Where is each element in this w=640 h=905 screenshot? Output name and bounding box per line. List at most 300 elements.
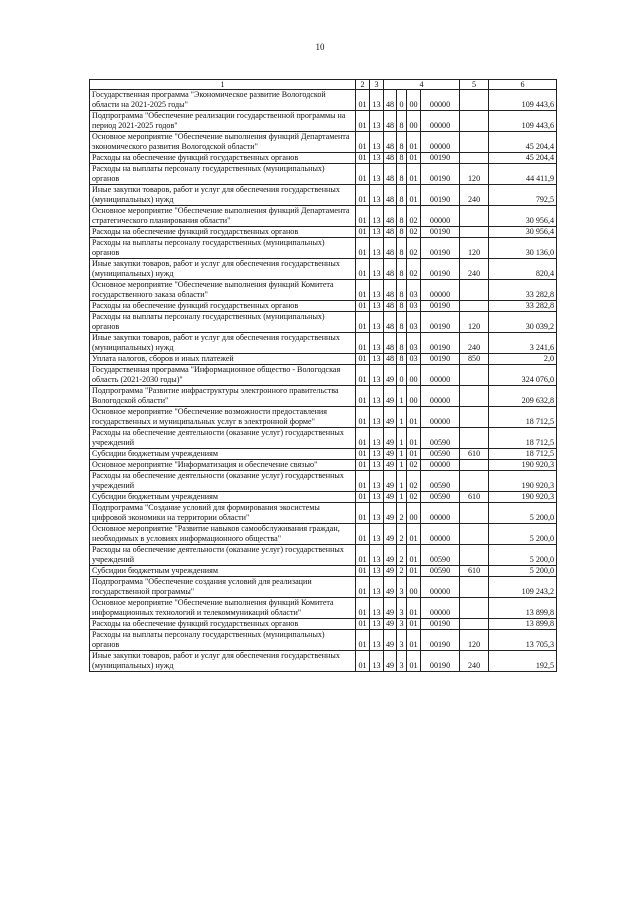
cell-subsection: 13 xyxy=(370,333,384,354)
cell-amount: 5 200,0 xyxy=(489,545,557,566)
cell-subprogram: 8 xyxy=(397,259,407,280)
cell-amount: 45 204,4 xyxy=(489,132,557,153)
cell-subsection: 13 xyxy=(370,407,384,428)
table-row xyxy=(90,354,557,365)
cell-subsection: 13 xyxy=(370,312,384,333)
cell-subprogram: 8 xyxy=(397,354,407,365)
cell-program: 49 xyxy=(384,651,397,672)
cell-section: 01 xyxy=(356,354,370,365)
cell-expense-type xyxy=(460,428,489,449)
cell-program: 49 xyxy=(384,449,397,460)
cell-program: 49 xyxy=(384,365,397,386)
cell-subsection: 13 xyxy=(370,386,384,407)
cell-program: 48 xyxy=(384,238,397,259)
cell-program: 49 xyxy=(384,503,397,524)
cell-subprogram: 8 xyxy=(397,111,407,132)
cell-section: 01 xyxy=(356,471,370,492)
cell-subprogram: 8 xyxy=(397,301,407,312)
table-row xyxy=(90,449,557,460)
row-name: Расходы на обеспечение функций государственных органов xyxy=(90,301,356,312)
cell-program: 49 xyxy=(384,545,397,566)
cell-direction: 00190 xyxy=(421,312,460,333)
cell-measure: 00 xyxy=(407,111,421,132)
table-row xyxy=(90,153,557,164)
row-name: Расходы на обеспечение функций государственных органов xyxy=(90,153,356,164)
cell-direction: 00000 xyxy=(421,386,460,407)
table-row xyxy=(90,365,557,386)
cell-measure: 01 xyxy=(407,619,421,630)
cell-expense-type: 120 xyxy=(460,630,489,651)
column-header: 1 xyxy=(90,80,356,90)
row-name: Основное мероприятие "Обеспечение выполнения функций Комитета информационных технологий и телекоммуникаций области" xyxy=(90,598,356,619)
cell-measure: 03 xyxy=(407,354,421,365)
row-name: Основное мероприятие "Обеспечение выполнения функций Департамента экономического развития Вологодской области" xyxy=(90,132,356,153)
cell-subsection: 13 xyxy=(370,503,384,524)
cell-direction: 00000 xyxy=(421,503,460,524)
cell-direction: 00590 xyxy=(421,545,460,566)
cell-amount: 109 443,6 xyxy=(489,90,557,111)
cell-measure: 01 xyxy=(407,598,421,619)
cell-amount: 45 204,4 xyxy=(489,153,557,164)
cell-expense-type xyxy=(460,460,489,471)
cell-subsection: 13 xyxy=(370,545,384,566)
table-row xyxy=(90,524,557,545)
cell-program: 48 xyxy=(384,312,397,333)
cell-amount: 30 136,0 xyxy=(489,238,557,259)
cell-expense-type xyxy=(460,503,489,524)
cell-section: 01 xyxy=(356,312,370,333)
cell-expense-type xyxy=(460,90,489,111)
cell-expense-type: 240 xyxy=(460,651,489,672)
cell-subprogram: 3 xyxy=(397,577,407,598)
cell-section: 01 xyxy=(356,365,370,386)
cell-subsection: 13 xyxy=(370,492,384,503)
cell-expense-type xyxy=(460,132,489,153)
cell-program: 48 xyxy=(384,90,397,111)
table-row xyxy=(90,386,557,407)
cell-expense-type xyxy=(460,545,489,566)
row-name: Подпрограмма "Создание условий для формирования экосистемы цифровой экономики на территории области" xyxy=(90,503,356,524)
cell-section: 01 xyxy=(356,301,370,312)
cell-subsection: 13 xyxy=(370,471,384,492)
cell-subsection: 13 xyxy=(370,428,384,449)
cell-subsection: 13 xyxy=(370,111,384,132)
cell-section: 01 xyxy=(356,619,370,630)
row-name: Иные закупки товаров, работ и услуг для обеспечения государственных (муниципальных) нужд xyxy=(90,259,356,280)
cell-section: 01 xyxy=(356,460,370,471)
cell-subsection: 13 xyxy=(370,449,384,460)
cell-program: 48 xyxy=(384,354,397,365)
table-row xyxy=(90,301,557,312)
cell-section: 01 xyxy=(356,333,370,354)
cell-expense-type xyxy=(460,153,489,164)
table-row xyxy=(90,471,557,492)
table-row xyxy=(90,164,557,185)
row-name: Подпрограмма "Обеспечение создания условий для реализации государственной программы" xyxy=(90,577,356,598)
cell-program: 48 xyxy=(384,280,397,301)
cell-subprogram: 3 xyxy=(397,619,407,630)
cell-direction: 00190 xyxy=(421,259,460,280)
cell-section: 01 xyxy=(356,577,370,598)
cell-measure: 02 xyxy=(407,238,421,259)
cell-amount: 3 241,6 xyxy=(489,333,557,354)
cell-direction: 00590 xyxy=(421,449,460,460)
cell-subprogram: 3 xyxy=(397,651,407,672)
cell-expense-type: 240 xyxy=(460,259,489,280)
cell-direction: 00190 xyxy=(421,185,460,206)
cell-program: 48 xyxy=(384,259,397,280)
table-row xyxy=(90,259,557,280)
cell-subprogram: 1 xyxy=(397,460,407,471)
table-row xyxy=(90,503,557,524)
cell-amount: 33 282,8 xyxy=(489,301,557,312)
cell-subsection: 13 xyxy=(370,577,384,598)
cell-subprogram: 2 xyxy=(397,524,407,545)
cell-measure: 00 xyxy=(407,90,421,111)
cell-direction: 00590 xyxy=(421,428,460,449)
cell-subsection: 13 xyxy=(370,619,384,630)
cell-section: 01 xyxy=(356,153,370,164)
cell-direction: 00190 xyxy=(421,619,460,630)
cell-amount: 30 956,4 xyxy=(489,206,557,227)
cell-direction: 00590 xyxy=(421,566,460,577)
cell-amount: 13 899,8 xyxy=(489,619,557,630)
table-row xyxy=(90,185,557,206)
cell-amount: 30 956,4 xyxy=(489,227,557,238)
row-name: Государственная программа "Информационное общество - Вологодская область (2021-2030 годы)" xyxy=(90,365,356,386)
cell-measure: 01 xyxy=(407,407,421,428)
cell-amount: 18 712,5 xyxy=(489,407,557,428)
cell-direction: 00190 xyxy=(421,630,460,651)
cell-section: 01 xyxy=(356,651,370,672)
cell-direction: 00190 xyxy=(421,354,460,365)
cell-direction: 00190 xyxy=(421,301,460,312)
cell-program: 48 xyxy=(384,333,397,354)
cell-expense-type xyxy=(460,301,489,312)
cell-measure: 01 xyxy=(407,524,421,545)
cell-subprogram: 8 xyxy=(397,333,407,354)
cell-section: 01 xyxy=(356,227,370,238)
cell-program: 48 xyxy=(384,153,397,164)
table-row xyxy=(90,333,557,354)
cell-expense-type xyxy=(460,619,489,630)
cell-expense-type: 120 xyxy=(460,164,489,185)
cell-expense-type xyxy=(460,365,489,386)
cell-program: 49 xyxy=(384,460,397,471)
cell-subprogram: 2 xyxy=(397,545,407,566)
cell-amount: 109 243,2 xyxy=(489,577,557,598)
cell-subsection: 13 xyxy=(370,206,384,227)
cell-direction: 00190 xyxy=(421,227,460,238)
cell-direction: 00000 xyxy=(421,132,460,153)
table-row xyxy=(90,407,557,428)
cell-section: 01 xyxy=(356,545,370,566)
cell-amount: 5 200,0 xyxy=(489,524,557,545)
cell-measure: 01 xyxy=(407,185,421,206)
row-name: Основное мероприятие "Обеспечение возможности предоставления государственных и муниципальных услуг в электронной форме" xyxy=(90,407,356,428)
cell-amount: 2,0 xyxy=(489,354,557,365)
cell-program: 49 xyxy=(384,492,397,503)
cell-program: 48 xyxy=(384,111,397,132)
row-name: Расходы на обеспечение деятельности (оказание услуг) государственных учреждений xyxy=(90,471,356,492)
cell-amount: 5 200,0 xyxy=(489,566,557,577)
cell-direction: 00190 xyxy=(421,164,460,185)
cell-subsection: 13 xyxy=(370,164,384,185)
cell-expense-type: 610 xyxy=(460,449,489,460)
cell-measure: 00 xyxy=(407,503,421,524)
cell-measure: 01 xyxy=(407,132,421,153)
cell-subsection: 13 xyxy=(370,301,384,312)
cell-expense-type xyxy=(460,386,489,407)
cell-direction: 00590 xyxy=(421,471,460,492)
cell-program: 49 xyxy=(384,471,397,492)
cell-direction: 00000 xyxy=(421,598,460,619)
row-name: Государственная программа "Экономическое развитие Вологодской области на 2021-2025 годы" xyxy=(90,90,356,111)
cell-direction: 00190 xyxy=(421,333,460,354)
cell-section: 01 xyxy=(356,185,370,206)
row-name: Подпрограмма "Развитие инфраструктуры электронного правительства Вологодской области" xyxy=(90,386,356,407)
cell-subsection: 13 xyxy=(370,460,384,471)
cell-expense-type xyxy=(460,111,489,132)
cell-section: 01 xyxy=(356,164,370,185)
cell-amount: 18 712,5 xyxy=(489,428,557,449)
cell-measure: 02 xyxy=(407,492,421,503)
cell-expense-type xyxy=(460,598,489,619)
cell-subsection: 13 xyxy=(370,153,384,164)
cell-direction: 00590 xyxy=(421,492,460,503)
cell-measure: 02 xyxy=(407,460,421,471)
cell-subprogram: 8 xyxy=(397,206,407,227)
cell-program: 49 xyxy=(384,566,397,577)
cell-subsection: 13 xyxy=(370,185,384,206)
cell-subprogram: 2 xyxy=(397,503,407,524)
cell-amount: 190 920,3 xyxy=(489,471,557,492)
table-row xyxy=(90,545,557,566)
cell-program: 49 xyxy=(384,428,397,449)
table-row xyxy=(90,651,557,672)
cell-subprogram: 1 xyxy=(397,471,407,492)
row-name: Расходы на выплаты персоналу государственных (муниципальных) органов xyxy=(90,312,356,333)
row-name: Иные закупки товаров, работ и услуг для обеспечения государственных (муниципальных) нужд xyxy=(90,185,356,206)
cell-amount: 13 705,3 xyxy=(489,630,557,651)
row-name: Расходы на обеспечение деятельности (оказание услуг) государственных учреждений xyxy=(90,428,356,449)
table-row xyxy=(90,132,557,153)
table-row xyxy=(90,619,557,630)
row-name: Подпрограмма "Обеспечение реализации государственной программы на период 2021-2025 годов" xyxy=(90,111,356,132)
table-row xyxy=(90,630,557,651)
cell-measure: 00 xyxy=(407,577,421,598)
cell-subprogram: 0 xyxy=(397,90,407,111)
cell-amount: 18 712,5 xyxy=(489,449,557,460)
cell-section: 01 xyxy=(356,428,370,449)
row-name: Иные закупки товаров, работ и услуг для обеспечения государственных (муниципальных) нужд xyxy=(90,651,356,672)
row-name: Расходы на обеспечение функций государственных органов xyxy=(90,619,356,630)
cell-measure: 01 xyxy=(407,164,421,185)
table-row xyxy=(90,566,557,577)
cell-expense-type: 120 xyxy=(460,238,489,259)
cell-subsection: 13 xyxy=(370,238,384,259)
cell-expense-type xyxy=(460,407,489,428)
cell-section: 01 xyxy=(356,630,370,651)
cell-program: 48 xyxy=(384,301,397,312)
cell-expense-type: 240 xyxy=(460,185,489,206)
row-name: Расходы на выплаты персоналу государственных (муниципальных) органов xyxy=(90,164,356,185)
cell-program: 49 xyxy=(384,598,397,619)
cell-subsection: 13 xyxy=(370,524,384,545)
cell-measure: 00 xyxy=(407,386,421,407)
cell-subprogram: 0 xyxy=(397,365,407,386)
cell-direction: 00190 xyxy=(421,153,460,164)
cell-subprogram: 3 xyxy=(397,630,407,651)
cell-subsection: 13 xyxy=(370,651,384,672)
table-row xyxy=(90,492,557,503)
row-name: Расходы на выплаты персоналу государственных (муниципальных) органов xyxy=(90,238,356,259)
cell-program: 48 xyxy=(384,206,397,227)
cell-measure: 01 xyxy=(407,428,421,449)
cell-direction: 00000 xyxy=(421,111,460,132)
cell-section: 01 xyxy=(356,90,370,111)
cell-section: 01 xyxy=(356,503,370,524)
cell-measure: 03 xyxy=(407,333,421,354)
row-name: Расходы на выплаты персоналу государственных (муниципальных) органов xyxy=(90,630,356,651)
cell-measure: 01 xyxy=(407,630,421,651)
cell-amount: 324 076,0 xyxy=(489,365,557,386)
page-number: 10 xyxy=(315,42,325,52)
cell-direction: 00000 xyxy=(421,90,460,111)
table-row xyxy=(90,90,557,111)
cell-measure: 02 xyxy=(407,227,421,238)
header-row xyxy=(90,80,557,90)
cell-measure: 02 xyxy=(407,206,421,227)
cell-measure: 03 xyxy=(407,301,421,312)
cell-section: 01 xyxy=(356,280,370,301)
cell-subprogram: 8 xyxy=(397,227,407,238)
cell-subprogram: 8 xyxy=(397,164,407,185)
cell-subprogram: 8 xyxy=(397,153,407,164)
cell-section: 01 xyxy=(356,449,370,460)
cell-subprogram: 8 xyxy=(397,238,407,259)
cell-measure: 00 xyxy=(407,365,421,386)
cell-expense-type xyxy=(460,524,489,545)
cell-program: 49 xyxy=(384,524,397,545)
cell-subsection: 13 xyxy=(370,90,384,111)
column-header: 3 xyxy=(370,80,384,90)
cell-amount: 190 920,3 xyxy=(489,492,557,503)
column-header: 6 xyxy=(489,80,557,90)
cell-section: 01 xyxy=(356,407,370,428)
cell-subsection: 13 xyxy=(370,280,384,301)
cell-program: 48 xyxy=(384,227,397,238)
cell-section: 01 xyxy=(356,238,370,259)
cell-subprogram: 8 xyxy=(397,312,407,333)
cell-measure: 01 xyxy=(407,545,421,566)
cell-subprogram: 3 xyxy=(397,598,407,619)
table-row xyxy=(90,206,557,227)
table-row xyxy=(90,428,557,449)
cell-direction: 00000 xyxy=(421,524,460,545)
cell-direction: 00000 xyxy=(421,365,460,386)
cell-expense-type xyxy=(460,280,489,301)
column-header: 5 xyxy=(460,80,489,90)
cell-amount: 109 443,6 xyxy=(489,111,557,132)
cell-subsection: 13 xyxy=(370,598,384,619)
cell-measure: 02 xyxy=(407,471,421,492)
cell-program: 48 xyxy=(384,132,397,153)
cell-section: 01 xyxy=(356,206,370,227)
cell-direction: 00000 xyxy=(421,460,460,471)
cell-section: 01 xyxy=(356,492,370,503)
cell-section: 01 xyxy=(356,259,370,280)
table-row xyxy=(90,312,557,333)
table-row xyxy=(90,598,557,619)
cell-expense-type: 610 xyxy=(460,492,489,503)
cell-amount: 792,5 xyxy=(489,185,557,206)
cell-program: 49 xyxy=(384,619,397,630)
cell-amount: 30 039,2 xyxy=(489,312,557,333)
row-name: Субсидии бюджетным учреждениям xyxy=(90,566,356,577)
cell-subsection: 13 xyxy=(370,259,384,280)
cell-expense-type xyxy=(460,206,489,227)
cell-expense-type xyxy=(460,577,489,598)
cell-section: 01 xyxy=(356,132,370,153)
cell-measure: 02 xyxy=(407,259,421,280)
row-name: Уплата налогов, сборов и иных платежей xyxy=(90,354,356,365)
cell-subprogram: 1 xyxy=(397,386,407,407)
cell-section: 01 xyxy=(356,598,370,619)
row-name: Основное мероприятие "Развитие навыков самообслуживания граждан, необходимых в условиях информационного общества" xyxy=(90,524,356,545)
table-row xyxy=(90,111,557,132)
cell-amount: 820,4 xyxy=(489,259,557,280)
table-row xyxy=(90,227,557,238)
table-row xyxy=(90,460,557,471)
row-name: Основное мероприятие "Обеспечение выполнения функций Комитета государственного заказа области" xyxy=(90,280,356,301)
cell-amount: 209 632,8 xyxy=(489,386,557,407)
row-name: Субсидии бюджетным учреждениям xyxy=(90,449,356,460)
cell-expense-type xyxy=(460,471,489,492)
cell-section: 01 xyxy=(356,566,370,577)
cell-direction: 00000 xyxy=(421,206,460,227)
table-row xyxy=(90,280,557,301)
cell-expense-type: 610 xyxy=(460,566,489,577)
row-name: Расходы на обеспечение деятельности (оказание услуг) государственных учреждений xyxy=(90,545,356,566)
column-header: 4 xyxy=(384,80,460,90)
cell-subprogram: 2 xyxy=(397,566,407,577)
cell-subsection: 13 xyxy=(370,365,384,386)
cell-measure: 03 xyxy=(407,312,421,333)
cell-expense-type: 120 xyxy=(460,312,489,333)
cell-subsection: 13 xyxy=(370,630,384,651)
row-name: Расходы на обеспечение функций государственных органов xyxy=(90,227,356,238)
cell-subprogram: 8 xyxy=(397,185,407,206)
cell-program: 49 xyxy=(384,386,397,407)
cell-subsection: 13 xyxy=(370,566,384,577)
cell-direction: 00190 xyxy=(421,238,460,259)
table-row xyxy=(90,577,557,598)
cell-subsection: 13 xyxy=(370,227,384,238)
cell-expense-type: 240 xyxy=(460,333,489,354)
cell-measure: 01 xyxy=(407,449,421,460)
cell-expense-type: 850 xyxy=(460,354,489,365)
cell-section: 01 xyxy=(356,524,370,545)
cell-section: 01 xyxy=(356,386,370,407)
row-name: Иные закупки товаров, работ и услуг для обеспечения государственных (муниципальных) нужд xyxy=(90,333,356,354)
table-row xyxy=(90,238,557,259)
cell-subprogram: 1 xyxy=(397,449,407,460)
cell-section: 01 xyxy=(356,111,370,132)
cell-direction: 00000 xyxy=(421,577,460,598)
cell-direction: 00000 xyxy=(421,407,460,428)
cell-amount: 190 920,3 xyxy=(489,460,557,471)
